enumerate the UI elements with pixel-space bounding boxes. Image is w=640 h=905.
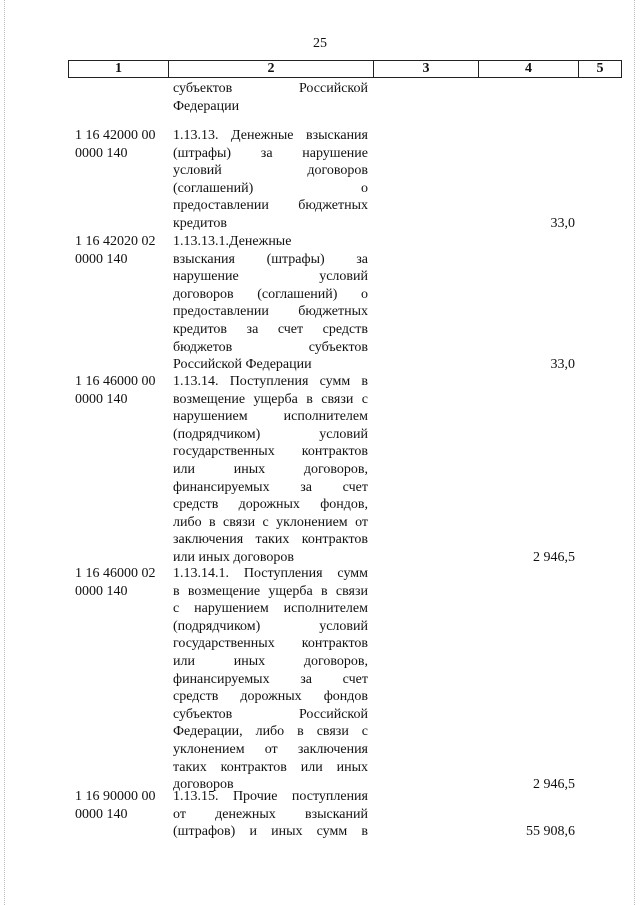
column-header-4: 4	[479, 61, 579, 78]
description-line: нарушением исполнителем	[173, 409, 368, 425]
amount-value: 33,0	[550, 216, 575, 231]
description-line: бюджетов субъектов	[173, 339, 368, 355]
description-line: таких контрактов или иных	[173, 759, 368, 775]
description-line: 1.13.13.1.Денежные	[173, 234, 292, 249]
description-line: (подрядчиком) условий	[173, 618, 368, 634]
description-line: кредитов	[173, 216, 227, 231]
description-line: заключения таких контрактов	[173, 532, 368, 548]
description-line: 1.13.15. Прочие поступления	[173, 789, 368, 804]
budget-code-line: 0000 140	[75, 391, 128, 407]
column-header-2: 2	[169, 61, 374, 78]
description-line: договоров	[173, 777, 234, 793]
budget-code-line: 0000 140	[75, 145, 128, 161]
budget-code-line: 1 16 42000 00	[75, 128, 156, 143]
description-line: возмещение ущерба в связи с	[173, 391, 368, 407]
amount-value: 2 946,5	[533, 550, 575, 565]
column-header-table	[68, 60, 622, 78]
column-header-row	[69, 61, 622, 78]
amount-value: 2 946,5	[533, 777, 575, 793]
description-line: уклонением от заключения	[173, 742, 368, 757]
description-line: 1.13.13. Денежные взыскания	[173, 128, 368, 143]
description-line: либо в связи с уклонением от	[173, 514, 368, 530]
description-line: средств дорожных фондов,	[173, 497, 368, 513]
column-header-3: 3	[374, 61, 479, 78]
description-line: 1.13.14. Поступления сумм в	[173, 374, 368, 389]
page-number: 25	[313, 36, 327, 51]
description-line: субъектов Российской	[173, 706, 368, 722]
description-line: кредитов за счет средств	[173, 322, 368, 337]
budget-code-line: 0000 140	[75, 251, 128, 267]
description-line: 1.13.14.1. Поступления сумм	[173, 566, 368, 581]
scan-edge-right	[634, 0, 635, 905]
description-line: (соглашений) о	[173, 180, 368, 196]
amount-value: 55 908,6	[526, 824, 575, 840]
description-line: (штрафов) и иных сумм в	[173, 824, 368, 840]
budget-code-line: 0000 140	[75, 806, 128, 822]
amount-value: 33,0	[550, 357, 575, 373]
description-line: (подрядчиком) условий	[173, 426, 368, 442]
description-line: предоставлении бюджетных	[173, 304, 368, 320]
description-line: с нарушением исполнителем	[173, 601, 368, 617]
scan-edge-left	[4, 0, 5, 905]
budget-code-line: 1 16 42020 02	[75, 234, 156, 249]
description-line: в возмещение ущерба в связи	[173, 583, 368, 599]
description-line: условий договоров	[173, 163, 368, 179]
description-line: Федерации, либо в связи с	[173, 724, 368, 740]
description-line: или иных договоров,	[173, 462, 368, 477]
budget-code-line: 1 16 46000 00	[75, 374, 156, 389]
budget-code-line: 0000 140	[75, 583, 128, 599]
description-line: финансируемых за счет	[173, 671, 368, 687]
description-line: от денежных взысканий	[173, 806, 368, 822]
description-line: государственных контрактов	[173, 444, 368, 460]
description-line: Российской Федерации	[173, 357, 312, 373]
description-line: предоставлении бюджетных	[173, 198, 368, 214]
budget-code-line: 1 16 46000 02	[75, 566, 156, 581]
description-line: финансируемых за счет	[173, 479, 368, 495]
description-line: субъектов Российской	[173, 81, 368, 96]
description-line: договоров (соглашений) о	[173, 286, 368, 302]
description-line: средств дорожных фондов	[173, 689, 368, 705]
description-line: государственных контрактов	[173, 636, 368, 652]
description-line: Федерации	[173, 98, 240, 114]
description-line: нарушение условий	[173, 269, 368, 285]
description-line: (штрафы) за нарушение	[173, 145, 368, 161]
description-line: или иных договоров	[173, 550, 295, 565]
description-line: взыскания (штрафы) за	[173, 251, 368, 267]
budget-code-line: 1 16 90000 00	[75, 789, 156, 804]
description-line: или иных договоров,	[173, 654, 368, 669]
column-header-5: 5	[579, 61, 622, 78]
column-header-1: 1	[69, 61, 169, 78]
